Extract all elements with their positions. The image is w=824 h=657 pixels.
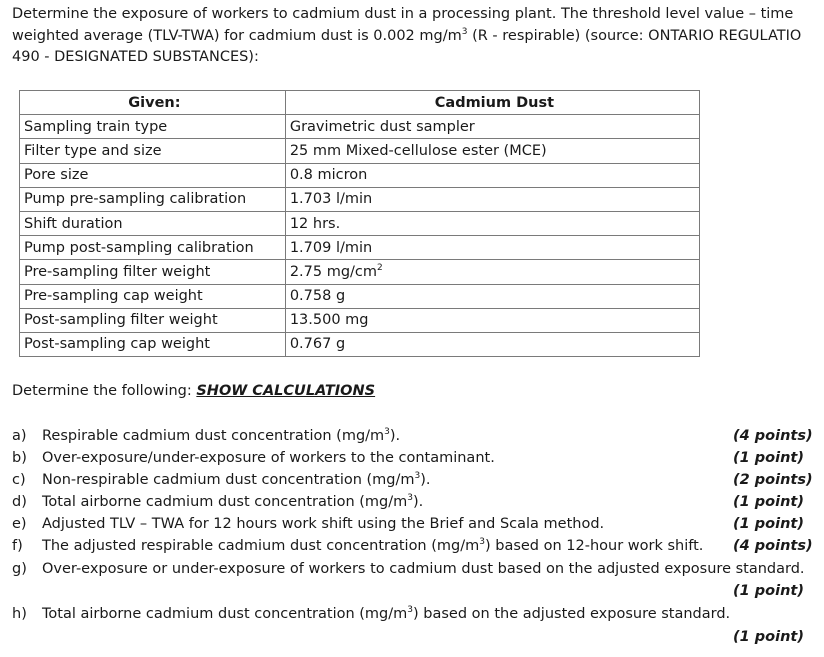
row-value: 1.709 l/min [285, 236, 699, 260]
question-a [12, 425, 824, 447]
question-f [12, 535, 824, 557]
question-h-points: (1 point) [733, 629, 804, 645]
table-row [20, 236, 700, 260]
table-row [20, 139, 700, 163]
row-label: Post-sampling filter weight [20, 308, 286, 332]
header-cadmium-dust: Cadmium Dust [285, 91, 699, 115]
row-value: Gravimetric dust sampler [285, 115, 699, 139]
row-label: Post-sampling cap weight [20, 332, 286, 356]
question-d-points: (1 point) [733, 494, 804, 510]
header-given: Given: [20, 91, 286, 115]
row-value: 12 hrs. [285, 211, 699, 235]
table-row [20, 187, 700, 211]
question-d [12, 491, 824, 513]
row-label: Pore size [20, 163, 286, 187]
question-c-points: (2 points) [733, 472, 813, 488]
show-calculations: SHOW CALCULATIONS [196, 383, 376, 399]
superscript: 3 [461, 26, 468, 37]
superscript: 3 [479, 537, 485, 547]
question-text: The adjusted respirable cadmium dust concentration (mg/m [42, 538, 480, 554]
question-label: a) [12, 428, 27, 444]
intro-line-1: Determine the exposure of workers to cadmium dust in a processing plant. The threshold level value – time [12, 6, 794, 22]
problem-statement [12, 4, 824, 69]
superscript: 3 [407, 605, 413, 615]
question-text: Adjusted TLV – TWA for 12 hours work shift using the Brief and Scala method. [42, 516, 605, 532]
row-label: Sampling train type [20, 115, 286, 139]
row-label: Pre-sampling filter weight [20, 260, 286, 284]
row-label: Shift duration [20, 211, 286, 235]
row-value-text: 2.75 mg/cm [289, 263, 378, 280]
row-label: Filter type and size [20, 139, 286, 163]
row-value: 0.758 g [285, 284, 699, 308]
determine-prefix: Determine the following: [12, 383, 197, 399]
row-value: 25 mm Mixed-cellulose ester (MCE) [285, 139, 699, 163]
intro-line-2-rest: (R - respirable) (source: ONTARIO REGULATIO [467, 27, 802, 44]
intro-line-2-text: weighted average (TLV-TWA) for cadmium dust is 0.002 mg/m [12, 27, 462, 44]
question-text-end: ). [389, 428, 401, 444]
table-row [20, 211, 700, 235]
question-e [12, 513, 824, 535]
given-data-table [19, 90, 700, 357]
question-label: h) [12, 606, 27, 622]
question-g-points: (1 point) [733, 583, 804, 599]
question-label: d) [12, 494, 27, 510]
question-text: Total airborne cadmium dust concentration (mg/m [42, 606, 408, 622]
superscript: 2 [377, 262, 383, 273]
question-text-end: ) based on 12-hour work shift. [484, 538, 704, 554]
question-h [12, 603, 824, 625]
question-label: b) [12, 450, 27, 466]
question-a-points: (4 points) [733, 428, 813, 444]
row-label: Pump post-sampling calibration [20, 236, 286, 260]
intro-line-2 [12, 26, 824, 48]
determine-instruction [12, 380, 375, 402]
table-row [20, 332, 700, 356]
superscript: 3 [407, 493, 413, 503]
question-label: c) [12, 472, 26, 488]
row-value: 1.703 l/min [285, 187, 699, 211]
row-value: 0.767 g [285, 332, 699, 356]
question-text-end: ). [413, 494, 424, 510]
row-value: 13.500 mg [285, 308, 699, 332]
question-b-points: (1 point) [733, 450, 804, 466]
superscript: 3 [414, 471, 421, 481]
question-b [12, 447, 824, 469]
question-f-points: (4 points) [733, 538, 813, 554]
question-label: e) [12, 516, 27, 532]
table-header-row [20, 91, 700, 115]
question-label: g) [12, 561, 27, 577]
row-label: Pre-sampling cap weight [20, 284, 286, 308]
question-text: Over-exposure/under-exposure of workers to the contaminant. [42, 450, 495, 466]
question-label: f) [12, 538, 23, 554]
question-text-end: ) based on the adjusted exposure standard. [413, 606, 731, 622]
table-row [20, 260, 700, 284]
row-value: 0.8 micron [285, 163, 699, 187]
table-row [20, 115, 700, 139]
question-text: Total airborne cadmium dust concentration (mg/m [42, 494, 408, 510]
question-text: Respirable cadmium dust concentration (mg/m [42, 428, 385, 444]
superscript: 3 [384, 427, 390, 437]
row-value [285, 260, 699, 284]
intro-line-3: 490 - DESIGNATED SUBSTANCES): [12, 49, 259, 65]
question-text-end: ). [420, 472, 431, 488]
row-label: Pump pre-sampling calibration [20, 187, 286, 211]
question-e-points: (1 point) [733, 516, 804, 532]
question-text: Over-exposure or under-exposure of workers to cadmium dust based on the adjusted exposure standard. [42, 561, 805, 577]
table-row [20, 308, 700, 332]
question-c [12, 469, 824, 491]
table-row [20, 284, 700, 308]
question-text: Non-respirable cadmium dust concentration (mg/m [42, 472, 415, 488]
question-g [12, 558, 824, 580]
table-row [20, 163, 700, 187]
